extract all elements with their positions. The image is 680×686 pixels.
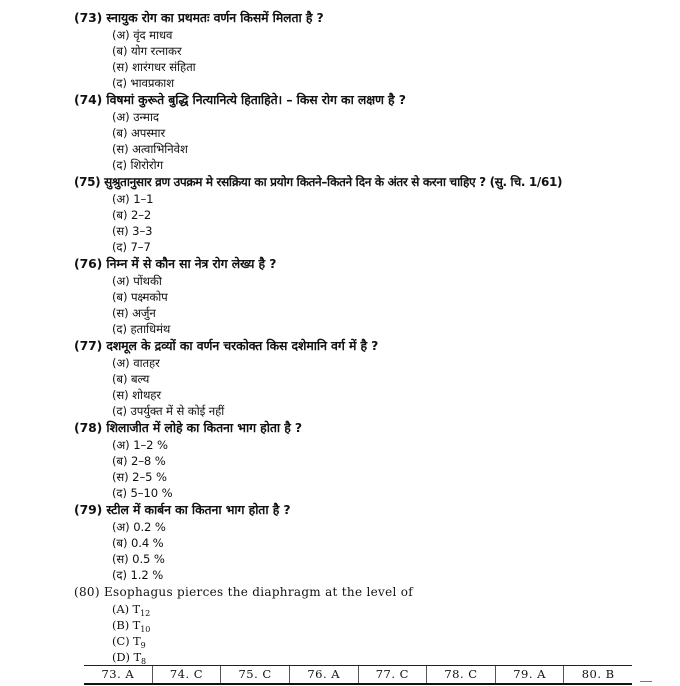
answer-73: 73. A: [84, 666, 153, 683]
option-76-a: (अ) पोंथकी: [112, 274, 162, 288]
option-77-d: (द) उपर्युक्त में से कोई नहीं: [112, 404, 225, 418]
option-75-b: (ब) 2–2: [112, 208, 152, 222]
option-73-d: (द) भावप्रकाश: [112, 76, 174, 90]
option-78-c: (स) 2–5 %: [112, 470, 167, 484]
answer-79: 79. A: [496, 666, 565, 683]
question-79: (79) स्टील में कार्बन का कितना भाग होता है ?: [74, 502, 291, 517]
option-74-b: (ब) अपस्मार: [112, 126, 166, 140]
question-77: (77) दशमूल के द्रव्यों का वर्णन चरकोक्त किस दशेमानि वर्ग में है ?: [74, 338, 379, 353]
answer-78: 78. C: [427, 666, 496, 683]
question-76: (76) निम्न में से कौन सा नेत्र रोग लेख्य है ?: [74, 256, 277, 271]
option-80-c-label: (C) T: [112, 634, 141, 648]
option-75-c: (स) 3–3: [112, 224, 153, 238]
question-78: (78) शिलाजीत में लोहे का कितना भाग होता है ?: [74, 420, 303, 435]
option-79-b: (ब) 0.4 %: [112, 536, 164, 550]
option-78-a: (अ) 1–2 %: [112, 438, 168, 452]
option-80-c-sub: 9: [140, 641, 146, 650]
option-78-b: (ब) 2–8 %: [112, 454, 166, 468]
answer-74: 74. C: [153, 666, 222, 683]
option-77-a: (अ) वातहर: [112, 356, 160, 370]
option-80-b-sub: 10: [140, 625, 151, 634]
option-80-d-sub: 8: [141, 657, 147, 666]
option-80-a-sub: 12: [140, 609, 151, 618]
option-76-c: (स) अर्जुन: [112, 306, 156, 320]
option-78-d: (द) 5–10 %: [112, 486, 173, 500]
option-80-a-label: (A) T: [112, 602, 141, 616]
option-80-d-label: (D) T: [112, 650, 142, 664]
option-76-d: (द) हताधिमंथ: [112, 322, 171, 336]
answer-76: 76. A: [290, 666, 359, 683]
option-79-a: (अ) 0.2 %: [112, 520, 166, 534]
question-75: (75) सुश्रुतानुसार व्रण उपक्रम मे रसक्रिया का प्रयोग कितने–कितने दिन के अंतर से करना चाहिए ? (सु. चि. 1/61): [74, 175, 563, 189]
answer-key: [84, 665, 632, 685]
option-75-a: (अ) 1–1: [112, 192, 154, 206]
option-73-a: (अ) वृंद माधव: [112, 28, 173, 42]
option-73-c: (स) शारंगधर संहिता: [112, 60, 196, 74]
answer-77: 77. C: [359, 666, 428, 683]
option-73-b: (ब) योग रत्नाकर: [112, 44, 182, 58]
option-79-d: (द) 1.2 %: [112, 568, 164, 582]
question-74: (74) विषमां कुरूते बुद्धि नित्यानित्ये हिताहिते। – किस रोग का लक्षण है ?: [74, 92, 406, 107]
question-80: (80) Esophagus pierces the diaphragm at the level of: [74, 585, 414, 599]
option-77-c: (स) शोथहर: [112, 388, 161, 402]
page-edge-mark: [640, 681, 652, 682]
question-73: (73) स्नायुक रोग का प्रथमतः वर्णन किसमें मिलता है ?: [74, 10, 324, 25]
option-74-d: (द) शिरोरोग: [112, 158, 163, 172]
answer-75: 75. C: [221, 666, 290, 683]
option-74-a: (अ) उन्माद: [112, 110, 159, 124]
option-74-c: (स) अत्वाभिनिवेश: [112, 142, 188, 156]
answer-80: 80. B: [581, 667, 615, 681]
option-75-d: (द) 7–7: [112, 240, 151, 254]
option-79-c: (स) 0.5 %: [112, 552, 165, 566]
option-77-b: (ब) बल्य: [112, 372, 150, 386]
option-80-b-label: (B) T: [112, 618, 141, 632]
option-76-b: (ब) पक्ष्मकोप: [112, 290, 168, 304]
